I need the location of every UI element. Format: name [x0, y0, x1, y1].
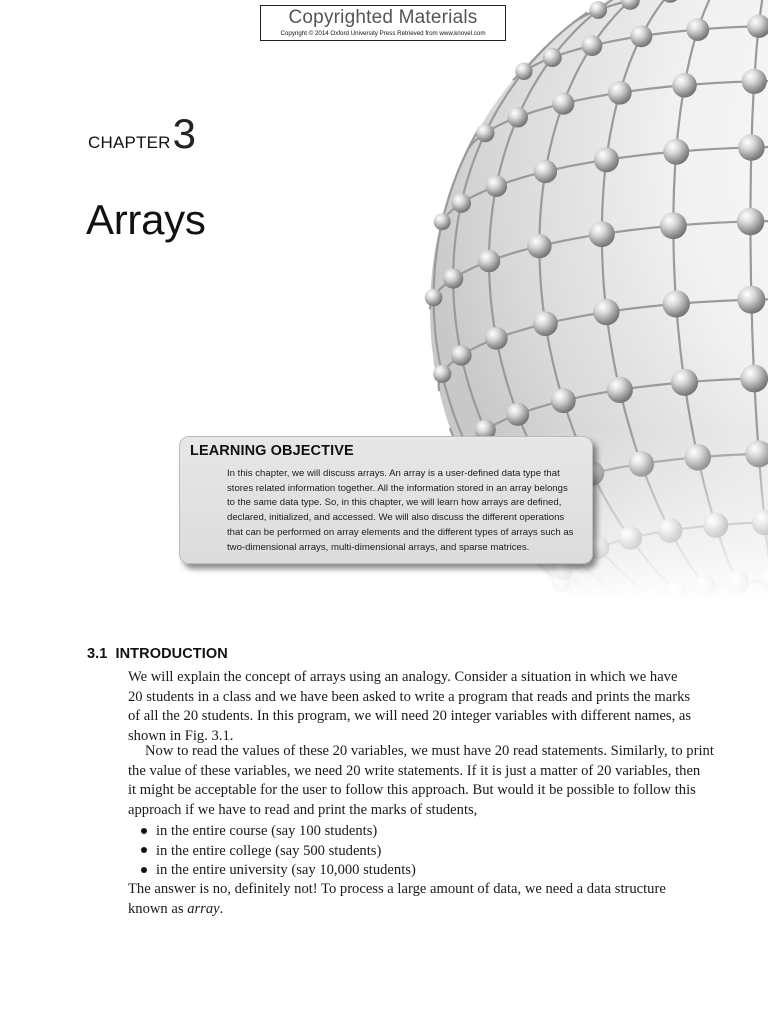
globe-node [740, 365, 768, 393]
learning-objective-heading: LEARNING OBJECTIVE [190, 443, 354, 459]
chapter-number: 3 [172, 110, 196, 157]
globe-node [686, 18, 709, 41]
globe-node [486, 175, 508, 197]
text-suffix: . [219, 900, 224, 917]
paragraph-intro [128, 668, 692, 746]
paragraph-line: of all the 20 students. In this program, we will need 20 integer variables with different names, as [128, 708, 692, 725]
paragraph-line: We will explain the concept of arrays using an analogy. Consider a situation in which we have [128, 669, 678, 685]
chapter-title: Arrays [86, 196, 206, 243]
copyright-banner [260, 5, 506, 41]
bullet-icon [141, 828, 147, 834]
globe-node [594, 147, 619, 172]
globe-node [608, 81, 632, 105]
paragraph-line-last [128, 900, 684, 920]
bullet-list [141, 822, 416, 881]
learning-objective-text [227, 467, 587, 555]
globe-node [425, 289, 443, 307]
globe-node [543, 48, 562, 67]
list-item [141, 842, 416, 862]
list-item-text: in the entire college (say 500 students) [156, 842, 382, 859]
chapter-label [88, 110, 196, 158]
globe-node [582, 35, 603, 56]
globe-node [433, 365, 451, 383]
list-item-text: in the entire university (say 10,000 students) [156, 862, 416, 879]
list-item [141, 822, 416, 842]
globe-node [551, 388, 576, 413]
globe-node [534, 160, 557, 183]
text-prefix: known as [128, 900, 188, 917]
globe-node [527, 234, 551, 258]
globe-node [507, 107, 528, 128]
paragraph-line: 20 students in a class and we have been asked to write a program that reads and prints the marks [128, 688, 691, 705]
paragraph-line: the value of these variables, we need 20 write statements. If it is just a matter of 20 variables, then [128, 762, 701, 779]
term-array: array [187, 900, 220, 917]
globe-node [506, 403, 529, 426]
paragraph-line: it might be acceptable for the user to follow this approach. But would it be possible to follow this [128, 782, 696, 799]
globe-node [589, 221, 615, 247]
paragraph-line: Now to read the values of these 20 variables, we must have 20 read statements. Similarly, to print [145, 743, 714, 759]
globe-node [533, 311, 558, 336]
list-item-text: in the entire course (say 100 students) [156, 823, 378, 839]
globe-node [451, 345, 472, 366]
paragraph-line: approach if we have to read and print the marks of students, [128, 801, 478, 818]
list-item [141, 861, 416, 881]
objective-line: that can be performed on array elements and the different types of arrays such as [227, 526, 574, 538]
chapter-word: CHAPTER [88, 133, 171, 152]
globe-node [434, 213, 451, 230]
section-number: 3.1 [87, 646, 108, 662]
globe-node [452, 194, 471, 213]
objective-line: declared, initialized, and accessed. We will also discuss the different operations [227, 512, 565, 524]
paragraph-line: shown in Fig. 3.1. [128, 727, 234, 744]
globe-node [672, 73, 697, 98]
paragraph-answer [128, 880, 684, 919]
bullet-icon [141, 847, 147, 853]
globe-node [515, 63, 532, 80]
globe-node [737, 286, 765, 314]
globe-node [476, 124, 494, 142]
bullet-icon [141, 867, 147, 873]
section-title: INTRODUCTION [115, 646, 228, 662]
globe-node [589, 1, 607, 19]
globe-node [630, 25, 652, 47]
globe-node [738, 134, 765, 161]
copyright-line: Copyright © 2014 Oxford University Press Retrieved from www.knovel.com [280, 30, 486, 37]
learning-objective-box [179, 436, 593, 564]
objective-line: In this chapter, we will discuss arrays. An array is a user-defined data type that [227, 468, 560, 479]
section-heading [87, 646, 228, 662]
globe-node [660, 212, 687, 239]
objective-line: to the same data type. So, in this chapter, we will learn how arrays are defined, [227, 497, 562, 509]
globe-node [663, 139, 689, 165]
paragraph-read-statements [128, 742, 714, 820]
globe-node [663, 290, 690, 317]
globe-node [478, 250, 500, 272]
copyright-title: Copyrighted Materials [288, 7, 478, 28]
globe-node [443, 269, 463, 289]
globe-node [737, 208, 765, 236]
globe-node [485, 327, 508, 350]
globe-node [742, 69, 767, 94]
objective-line: two-dimensional arrays, multi-dimensional arrays, and sparse matrices. [227, 541, 530, 553]
globe-node [671, 369, 698, 396]
globe-node [552, 93, 574, 115]
paragraph-line: The answer is no, definitely not! To process a large amount of data, we need a data structure [128, 881, 666, 897]
objective-line: stores related information together. All the information stored in an array belongs [227, 482, 568, 494]
globe-node [607, 377, 633, 403]
globe-node [593, 299, 619, 325]
